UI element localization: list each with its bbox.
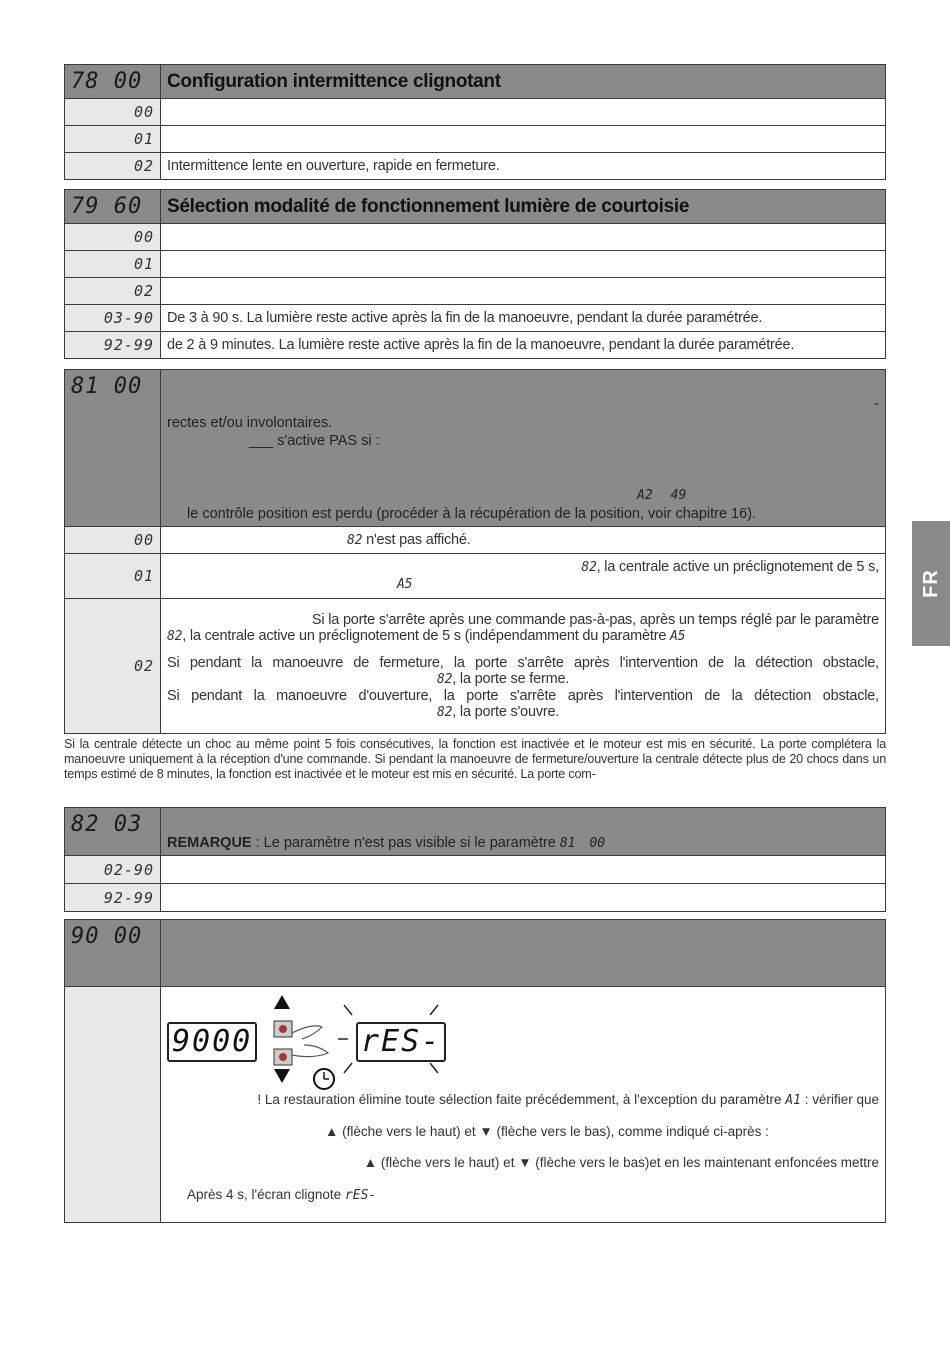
param-table-82 [64,807,886,912]
display-res [356,1022,446,1062]
table-row [65,126,886,153]
desc-line: ▲ (flèche vers le haut) et ▼ (flèche vers le bas)et en les maintenant enfoncées mettre [363,1155,879,1170]
value-code [65,987,161,1223]
display-digits: rES- [356,1022,446,1062]
down-arrow-icon [274,1069,290,1083]
param-code: 81 00 [65,370,161,527]
param-title: Sélection modalité de fonctionnement lumière de courtoisie [161,190,886,224]
desc-line: ___ s'active PAS si : [249,433,380,449]
param-ref: A5 [397,577,413,592]
value-code: 01 [65,251,161,278]
table-row [65,305,886,332]
value-code: 02-90 [65,856,161,884]
param-ref: A5 [670,628,686,644]
table-row [65,884,886,912]
table-row [65,332,886,359]
table-header [65,190,886,224]
blink-ray-icon [344,1005,352,1015]
table-header [65,65,886,99]
param-code: 90 00 [65,920,161,987]
value-code: 01 [65,126,161,153]
desc-text: , la centrale active un préclignotement de 5 s (indépendamment du paramètre [182,627,671,644]
param-title: Configuration intermittence clignotant [161,65,886,99]
table-row [65,554,886,599]
value-code: 03-90 [65,305,161,332]
param-code: 79 60 [65,190,161,224]
desc-line: Si pendant la manoeuvre d'ouverture, la porte s'arrête après l'intervention de la détection obstacle, [167,687,879,704]
table-row [65,99,886,126]
param-a2: A2 [637,488,653,503]
value-code: 00 [65,224,161,251]
param-ref: 82 [581,560,597,575]
param-code: 78 00 [65,65,161,99]
table-header [65,370,886,527]
value-desc: De 3 à 90 s. La lumière reste active après la fin de la manoeuvre, pendant la durée paramétrée. [161,305,886,332]
value-desc [161,99,886,126]
table-row [65,987,886,1223]
param-ref: 81 [559,836,576,851]
table-row [65,278,886,305]
value-desc [161,278,886,305]
desc-line: ▲ (flèche vers le haut) et ▼ (flèche vers le bas), comme indiqué ci-après : [325,1124,769,1139]
table-header [65,808,886,856]
table-row [65,527,886,554]
display-digits: 9000 [167,1022,257,1062]
reset-procedure [161,987,886,1223]
value-desc [161,884,886,912]
language-label: FR [919,569,942,598]
table-row [65,599,886,734]
desc-text: , la centrale active un préclignotement de 5 s, [596,559,879,575]
value-desc [161,599,886,734]
value-desc [161,554,886,599]
param-49: 49 [670,488,687,503]
value-code: 02 [65,153,161,180]
value-code: 02 [65,599,161,734]
param-ref: 00 [589,836,606,851]
table-row [65,856,886,884]
value-code: 92-99 [65,332,161,359]
param-table-81 [64,369,886,734]
value-code: 00 [65,99,161,126]
language-tab [912,521,950,646]
param-ref: 82 [437,671,453,687]
param-ref: 82 [167,628,183,644]
desc-text: , la porte s'ouvre. [452,703,560,720]
value-code: 02 [65,278,161,305]
value-desc [161,126,886,153]
desc-line: Si pendant la manoeuvre de fermeture, la porte s'arrête après l'intervention de la détection obstacle, [167,654,879,671]
desc-line: rectes et/ou involontaires. [167,415,333,431]
param-table-90 [64,919,886,1223]
desc-text: n'est pas affiché. [362,532,471,548]
param-title [161,920,886,987]
value-desc [161,251,886,278]
remark-label: REMARQUE [167,835,252,851]
desc-text: Après 4 s, l'écran clignote [187,1187,345,1202]
param-code: 82 03 [65,808,161,856]
desc-text: ! La restauration élimine toute sélection faite précédemment, à l'exception du paramètre [257,1092,786,1107]
table-row [65,153,886,180]
param-ref [637,487,686,503]
display-9000 [167,1022,257,1062]
finger-icon [292,1026,328,1057]
desc-line [257,1092,879,1108]
param-table-78 [64,64,886,180]
param-table-79 [64,189,886,359]
table-header [65,920,886,987]
param-remark [161,808,886,856]
note-paragraph: Si la centrale détecte un choc au même point 5 fois consécutives, la fonction est inactivée et le moteur est mis en sécurité. La porte complétera la manoeuvre uniquement à la réception d'une commande. Si pendant la manoeuvre de fermeture/ouverture la centrale détecte plus de 20 chocs dans un temps estimé de 8 minutes, la fonction est inactivée et le moteur est mis en sécurité. La porte com- [64,737,886,781]
param-ref: rES- [344,1188,377,1203]
param-ref: A1 [785,1093,801,1108]
remark-text: : Le paramètre n'est pas visible si le paramètre [251,835,560,851]
desc-line: Si la porte s'arrête après une commande pas-à-pas, après un temps réglé par le paramètre [311,611,879,628]
value-desc: de 2 à 9 minutes. La lumière reste active après la fin de la manoeuvre, pendant la durée paramétrée. [161,332,886,359]
value-code: 92-99 [65,884,161,912]
desc-line: le contrôle position est perdu (procéder à la récupération de la position, voir chapitre 16). [187,506,757,522]
value-code: 00 [65,527,161,554]
param-ref: 82 [347,533,363,548]
desc-text: : vérifier que [800,1092,879,1107]
desc-line [187,1187,376,1203]
value-desc [161,224,886,251]
param-description [161,370,886,527]
up-arrow-icon [274,995,290,1009]
value-desc [161,856,886,884]
hyphen-mark: - [874,396,879,412]
value-desc [161,527,886,554]
param-ref: 82 [437,704,453,720]
table-row [65,224,886,251]
value-desc: Intermittence lente en ouverture, rapide en fermeture. [161,153,886,180]
value-code: 01 [65,554,161,599]
table-row [65,251,886,278]
desc-text: , la porte se ferme. [452,670,570,687]
